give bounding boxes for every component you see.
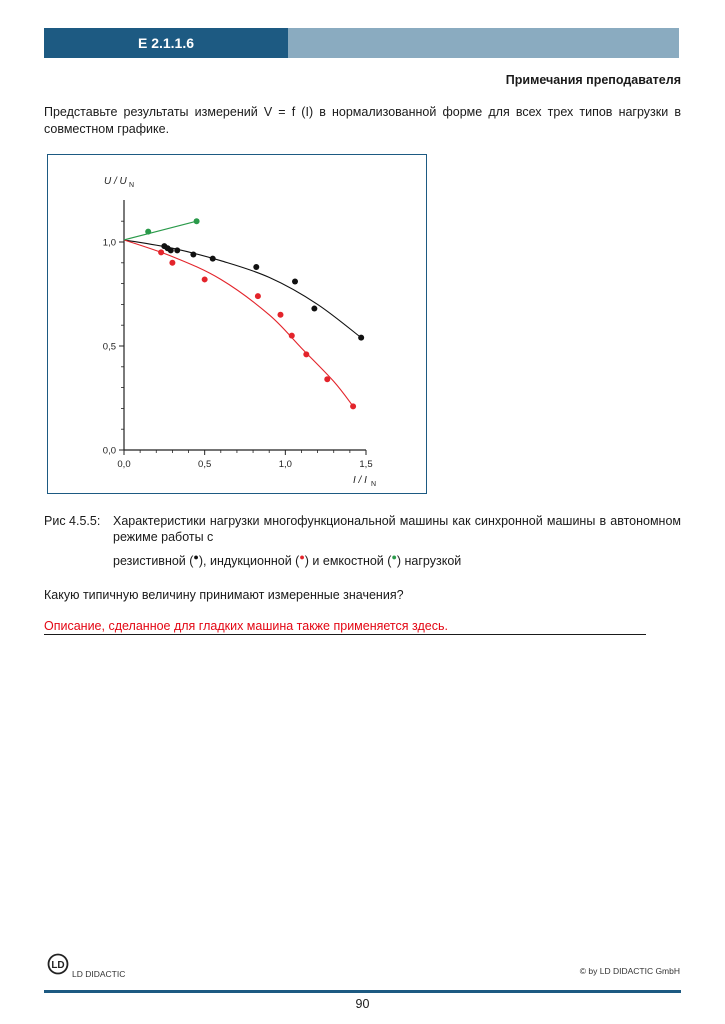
- x-axis-label: I / I: [353, 475, 367, 486]
- answer-text: Описание, сделанное для гладких машина также применяется здесь.: [44, 619, 646, 635]
- y-tick-label: 1,0: [102, 237, 116, 249]
- caption-capacitive-end: ) нагрузкой: [396, 554, 462, 568]
- data-point-series-1: [303, 351, 309, 357]
- capacitive-dot-icon: ●: [391, 552, 397, 562]
- experiment-code: E 2.1.1.6: [44, 28, 288, 58]
- data-point-series-0: [292, 279, 298, 285]
- chart-axes: [119, 200, 366, 455]
- data-point-series-1: [158, 249, 164, 255]
- y-tick-label: 0,0: [102, 445, 116, 457]
- data-point-series-0: [253, 264, 259, 270]
- x-tick-label: 0,5: [198, 459, 212, 470]
- data-point-series-0: [174, 247, 180, 253]
- footer-rule: [44, 990, 681, 993]
- y-axis-label-sub: N: [129, 182, 135, 189]
- inductive-dot-icon: ●: [299, 552, 305, 562]
- caption-resistive-end: ), индукционной (: [198, 554, 300, 568]
- caption-label: Рис 4.5.5:: [44, 514, 101, 528]
- data-point-series-1: [169, 260, 175, 266]
- y-axis-label: U / U: [104, 176, 127, 187]
- section-title: Примечания преподавателя: [505, 73, 681, 87]
- copyright-text: © by LD DIDACTIC GmbH: [579, 966, 680, 976]
- y-tick-label: 0,5: [102, 341, 116, 353]
- figure-frame: [47, 154, 427, 494]
- data-point-series-0: [358, 335, 364, 341]
- caption-text: Характеристики нагрузки многофункциональной машины как синхронной машины в автономном режиме работы с: [113, 514, 681, 544]
- data-point-series-0: [190, 251, 196, 257]
- data-point-series-2: [194, 218, 200, 224]
- chart-labels: [103, 176, 376, 488]
- data-point-series-1: [350, 403, 356, 409]
- header-bar: [44, 28, 679, 58]
- x-tick-label: 0,0: [117, 459, 131, 470]
- resistive-dot-icon: ●: [193, 552, 199, 562]
- series-curve-1: [124, 240, 353, 406]
- caption-inductive-end: ) и емкостной (: [304, 554, 392, 568]
- data-point-series-1: [324, 376, 330, 382]
- data-point-series-1: [289, 333, 295, 339]
- logo-text: LD DIDACTIC: [72, 969, 126, 979]
- data-point-series-1: [277, 312, 283, 318]
- data-point-series-1: [255, 293, 261, 299]
- data-point-series-0: [210, 256, 216, 262]
- x-axis-label-sub: N: [371, 481, 377, 488]
- load-characteristics-chart: [48, 155, 426, 493]
- data-point-series-2: [145, 229, 151, 235]
- data-point-series-0: [168, 247, 174, 253]
- data-point-series-0: [311, 306, 317, 312]
- caption-resistive: резистивной (: [113, 554, 194, 568]
- page-number: 90: [355, 997, 370, 1011]
- intro-paragraph: Представьте результаты измерений V = f (I) в нормализованной форме для всех трех типов нагрузки в совместном графике.: [44, 105, 681, 136]
- series-curve-2: [124, 221, 197, 240]
- data-point-series-1: [202, 276, 208, 282]
- question-text: Какую типичную величину принимают измеренные значения?: [44, 588, 404, 602]
- x-tick-label: 1,0: [278, 459, 292, 470]
- svg-text:LD: LD: [51, 960, 65, 971]
- ld-didactic-logo: [47, 953, 69, 975]
- caption-legend-line: [113, 553, 681, 570]
- x-tick-label: 1,5: [359, 459, 373, 470]
